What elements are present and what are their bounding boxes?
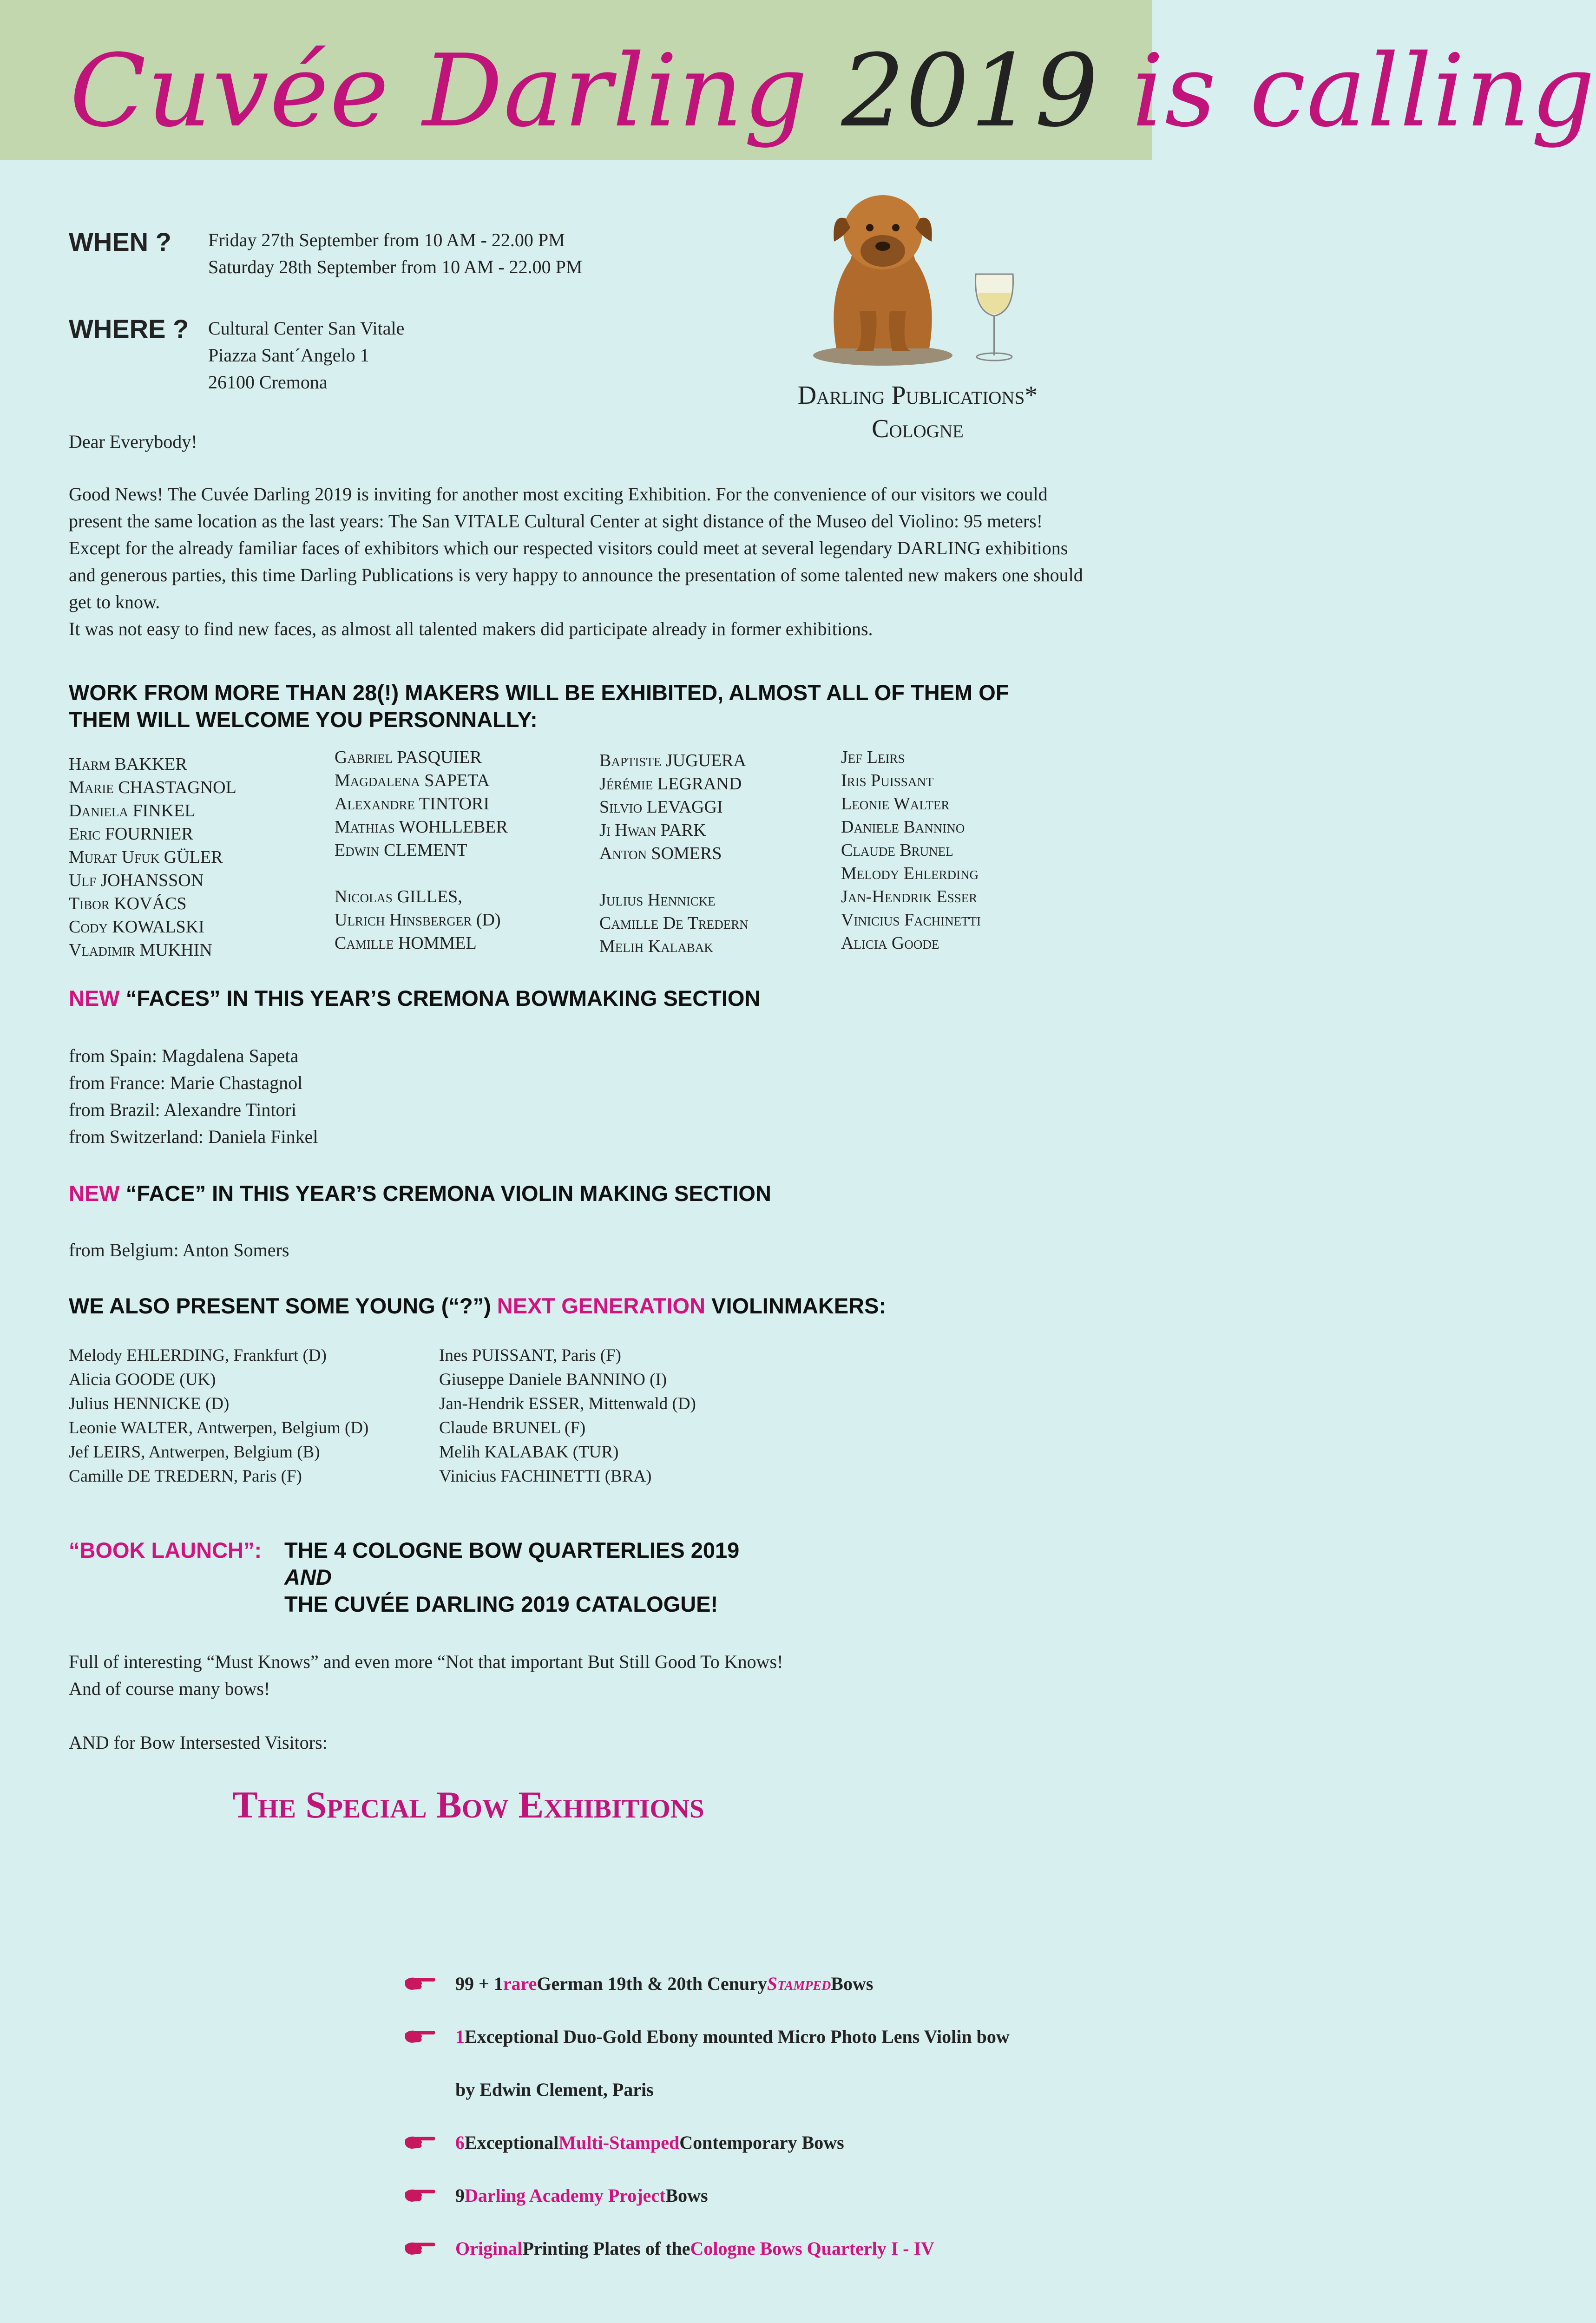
must-knows-1: Full of interesting “Must Knows” and even more “Not that important But Still Good To Knows! [69,1651,783,1672]
maker-name: Mathias WOHLLEBER [335,817,508,837]
title-part-3: is calling [1132,33,1596,149]
maker-name: Leonie Walter [841,794,950,814]
maker-name: Camille De Tredern [599,913,749,933]
pointing-hand-icon [404,2027,437,2046]
list-item: Leonie WALTER, Antwerpen, Belgium (D) [69,1418,369,1437]
list-item: from Spain: Magdalena Sapeta [69,1045,299,1066]
list-item: Jan-Hendrik ESSER, Mittenwald (D) [439,1394,696,1413]
list-item: Claude BRUNEL (F) [439,1418,586,1437]
young-heading-b: NEXT GENERATION [497,1293,706,1318]
maker-name: Julius Hennicke [599,890,716,910]
where-line-3: 26100 Cremona [208,372,328,393]
wine-glass-icon [976,274,1013,361]
makers-column-4 [841,746,981,955]
list-item: 99 + 1 rare German 19th & 20th Cenury Stamped Bows [404,1970,1010,1997]
young-heading-c: VIOLINMAKERS: [705,1293,887,1318]
maker-name: Claude Brunel [841,840,953,860]
greeting: Dear Everybody! [69,431,197,452]
maker-name: Ulrich Hinsberger (D) [335,910,501,930]
book-launch-and: AND [284,1565,332,1589]
special-exhibitions-title: The Special Bow Exhibitions [232,1784,704,1826]
makers-column-2 [335,746,508,955]
list-item: 1 Exceptional Duo-Gold Ebony mounted Micro Photo Lens Violin bow [404,2023,1010,2050]
list-item: Camille DE TREDERN, Paris (F) [69,1467,302,1486]
maker-name: Ji Hwan PARK [599,820,706,840]
maker-name: Jérémie LEGRAND [599,774,742,794]
maker-name: Silvio LEVAGGI [599,797,723,817]
violinmaking-heading-text: “FACE” IN THIS YEAR’S CREMONA VIOLIN MAKING SECTION [119,1181,771,1206]
publisher-line-1: Darling Publications* [797,381,1038,410]
new-word: NEW [69,986,120,1011]
list-item: Giuseppe Daniele BANNINO (I) [439,1370,667,1389]
maker-name: Harm BAKKER [69,755,187,774]
maker-name: Jef Leirs [841,748,905,767]
must-knows [69,1648,783,1756]
maker-name: Ulf JOHANSSON [69,871,204,890]
bowmaking-heading-text: “FACES” IN THIS YEAR’S CREMONA BOWMAKING SECTION [119,986,761,1011]
young-makers-heading [69,1293,886,1319]
pointing-hand-icon [404,1974,437,1993]
title-part-1: Cuvée Darling [70,33,809,149]
list-item: 6 Exceptional Multi-Stamped Contemporary Bows [404,2129,1010,2156]
maker-name: Melody Ehlerding [841,864,979,883]
maker-name: Vladimir MUKHIN [69,940,212,960]
makers-heading: WORK FROM MORE THAN 28(!) MAKERS WILL BE EXHIBITED, ALMOST ALL OF THEM OF THEM WILL WELCOME YOU PERSONNALLY: [69,680,1009,732]
book-launch-label: “BOOK LAUNCH”: [69,1538,262,1562]
title-part-2: 2019 [841,33,1099,149]
page-title [70,33,1596,149]
bowmaking-heading [69,985,760,1012]
intro-text-1: Good News! The Cuvée Darling 2019 is inviting for another most exciting Exhibition. For the convenience of our visitors we could present the same location as the last years: The San VITALE Cultural Center at sight distance of the Museo del Violino: 95 meters! Except for the already familiar faces of exhibitors which our respected visitors could meet at several legendary DARLING exhibitions and generous parties, this time Darling Publications is very happy to announce the presentation of some talented new makers one should get to know. [69,484,1083,612]
list-item: Ines PUISSANT, Paris (F) [439,1346,621,1365]
maker-name: Gabriel PASQUIER [335,748,482,767]
list-item: Original Printing Plates of the Cologne Bows Quarterly I - IV [404,2235,1010,2262]
maker-name: Alicia Goode [841,933,939,953]
maker-name: Nicolas GILLES, [335,887,462,906]
maker-name: Magdalena SAPETA [335,771,490,790]
list-item: from Brazil: Alexandre Tintori [69,1099,296,1120]
maker-name: Iris Puissant [841,771,934,790]
violinmaking-line: from Belgium: Anton Somers [69,1240,289,1260]
list-item: from Switzerland: Daniela Finkel [69,1126,318,1147]
maker-name: Eric FOURNIER [69,824,193,844]
list-item: from France: Marie Chastagnol [69,1072,303,1093]
when-line-1: Friday 27th September from 10 AM - 22.00 PM [208,230,565,250]
special-list [404,1970,1010,2262]
when-dates [208,227,583,281]
maker-name: Cody KOWALSKI [69,917,204,937]
book-launch-line-2: THE CUVÉE DARLING 2019 CATALOGUE! [284,1592,718,1616]
list-item: Jef LEIRS, Antwerpen, Belgium (B) [69,1443,320,1462]
book-launch-line-1: THE 4 COLOGNE BOW QUARTERLIES 2019 [284,1538,740,1562]
must-knows-2: And of course many bows! [69,1678,270,1699]
dog-and-wine-illustration [790,172,1069,376]
intro-text-2: It was not easy to find new faces, as almost all talented makers did participate already in former exhibitions. [69,618,873,639]
maker-name: Anton SOMERS [599,844,722,863]
when-label: WHEN ? [69,227,171,256]
where-line-2: Piazza Sant´Angelo 1 [208,345,369,366]
makers-column-1 [69,753,236,962]
maker-name: Daniela FINKEL [69,801,196,820]
maker-name: Tibor KOVÁCS [69,894,187,913]
young-heading-a: WE ALSO PRESENT SOME YOUNG (“?”) [69,1293,497,1318]
new-word: NEW [69,1181,120,1206]
maker-name: Melih Kalabak [599,937,713,956]
publisher-line-2: Cologne [872,414,964,443]
maker-name: Vinicius Fachinetti [841,910,981,930]
young-makers-left [69,1344,368,1489]
maker-name: Camille HOMMEL [335,933,477,953]
where-line-1: Cultural Center San Vitale [208,318,405,339]
where-address [208,315,404,396]
pointing-hand-icon [404,2133,437,2152]
list-item: Vinicius FACHINETTI (BRA) [439,1467,652,1486]
maker-name: Jan-Hendrik Esser [841,887,978,906]
young-makers-right [439,1344,696,1489]
bowmaking-list [69,1043,318,1150]
where-label: WHERE ? [69,314,189,343]
maker-name: Alexandre TINTORI [335,794,490,814]
special-item-continuation: by Edwin Clement, Paris [455,2079,654,2100]
list-item: Julius HENNICKE (D) [69,1394,230,1413]
list-item: 9 Darling Academy Project Bows [404,2182,1010,2209]
intro-paragraph [69,481,1096,643]
must-knows-3: AND for Bow Intersested Visitors: [69,1732,328,1753]
maker-name: Edwin CLEMENT [335,840,467,860]
maker-name: Murat Ufuk GÜLER [69,847,223,867]
pointing-hand-icon [404,2186,437,2205]
when-line-2: Saturday 28th September from 10 AM - 22.00 PM [208,256,583,277]
publisher-name [743,379,1092,446]
maker-name: Daniele Bannino [841,817,965,837]
list-item: Alicia GOODE (UK) [69,1370,216,1389]
pointing-hand-icon [404,2239,437,2257]
maker-name: Marie CHASTAGNOL [69,778,236,797]
maker-name: Baptiste JUGUERA [599,751,746,770]
makers-column-3 [599,749,749,958]
violinmaking-heading [69,1180,771,1207]
list-item: Melody EHLERDING, Frankfurt (D) [69,1346,327,1365]
list-item: Melih KALABAK (TUR) [439,1443,619,1462]
